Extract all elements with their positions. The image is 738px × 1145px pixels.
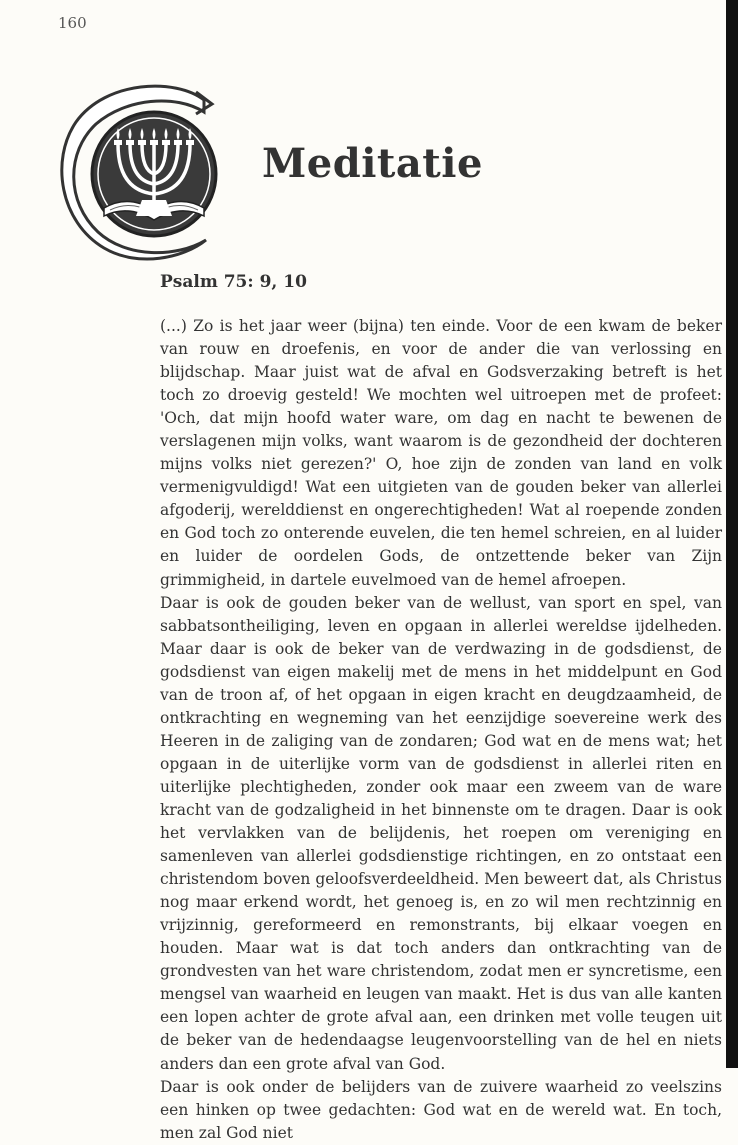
menorah-icon <box>56 82 231 262</box>
page-number: 160 <box>58 14 87 32</box>
paragraph: Daar is ook de gouden beker van de wellust, van sport en spel, van sabbatsontheiliging, leven en opgaan in allerlei wereldse ijdelheden. Maar daar is ook de beker van de verdwazing in de godsdienst, de godsdienst van eigen makelij met de mens in het middelpunt en God van de troon af, of het opgaan in eigen kracht en deugdzaamheid, de ontkrachting en wegneming van het eenzijdige soevereine werk des Heeren in de zaliging van de zondaren; God wat en de mens wat; het opgaan in de uiterlijke vorm van de godsdienst in allerlei riten en uiterlijke plechtigheden, zonder ook maar een zweem van de ware kracht van de godzaligheid in het binnenste om te dragen. Daar is ook het vervlakken van de belijdenis, het roepen om vereniging en samenleven van allerlei godsdienstige richtingen, en zo ontstaat een christendom boven geloofsverdeeldheid. Men beweert dat, als Christus nog maar erkend wordt, het genoeg is, en zo wil men rechtzinnig en vrijzinnig, gereformeerd en remonstrants, bij elkaar voegen en houden. Maar wat is dat toch anders dan ontkrachting van de grondvesten van het ware christendom, zodat men er syncretisme, een mengsel van waarheid en leugen van maakt. Het is dus van alle kanten een lopen achter de grote afval aan, een drinken met volle teugen uit de beker van de hedendaagse leugenvoorstelling van de hel en niets anders dan een grote afval van God. <box>160 593 723 1073</box>
binding-edge <box>726 0 738 1068</box>
scripture-reference: Psalm 75: 9, 10 <box>160 272 307 292</box>
page-title: Meditatie <box>262 140 483 187</box>
meditation-text <box>160 315 722 1145</box>
paragraph: Daar is ook onder de belijders van de zuivere waarheid zo veelszins een hinken op twee gedachten: God wat en de wereld wat. En toch, men zal God niet <box>160 1077 722 1142</box>
paragraph: (...) Zo is het jaar weer (bijna) ten einde. Voor de een kwam de beker van rouw en droefenis, en voor de ander die van verlossing en blijdschap. Maar juist wat de afval en Godsverzaking betreft is het toch zo droevig gesteld! We mochten wel uitroepen met de profeet: 'Och, dat mijn hoofd water ware, om dag en nacht te bewenen de verslagenen mijn volks, want waarom is de gezondheid der dochteren mijns volks niet gerezen?' O, hoe zijn de zonden van land en volk vermenigvuldigd! Wat een uitgieten van de gouden beker van allerlei afgoderij, werelddienst en ongerechtigheden! Wat al roepende zonden en God toch zo onterende euvelen, die ten hemel schreien, en al luider en luider de oordelen Gods, de ontzettende beker van Zijn grimmigheid, in dartele euvelmoed van de hemel afroepen. <box>160 317 722 589</box>
